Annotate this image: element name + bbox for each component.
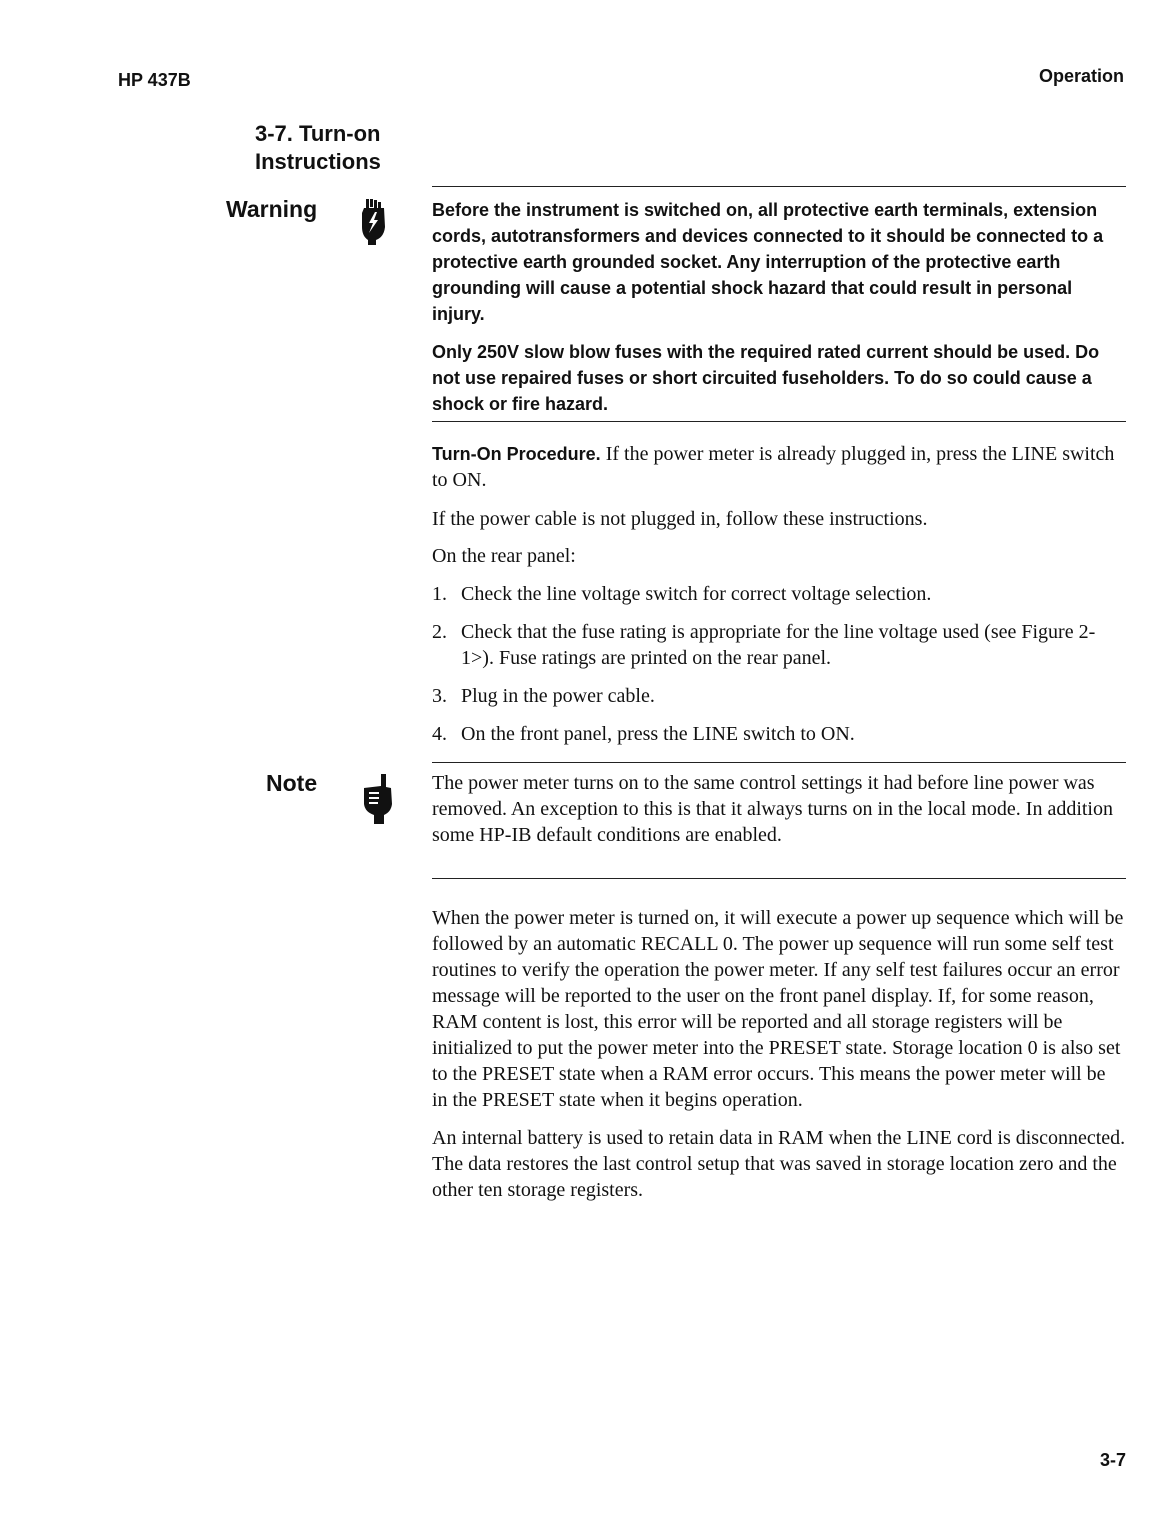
note-label: Note bbox=[266, 770, 318, 796]
procedure-steps bbox=[432, 581, 1126, 759]
warning-body bbox=[432, 197, 1126, 417]
procedure-lead: Turn-On Procedure. bbox=[432, 444, 601, 464]
header-model: HP 437B bbox=[118, 70, 191, 90]
warning-top-rule bbox=[432, 186, 1126, 187]
warning-bottom-rule bbox=[432, 421, 1126, 422]
procedure-paragraph-3: On the rear panel: bbox=[432, 545, 576, 567]
body-section bbox=[432, 905, 1126, 1203]
list-item: 1. Check the line voltage switch for correct voltage selection. bbox=[432, 583, 932, 605]
body-paragraph-1: When the power meter is turned on, it will execute a power up sequence which will be followed by an automatic RECALL 0. The power up sequence will run some self test routines to verify the operation the power meter. If any self test failures occur an error message will be reported to the user on the front panel display. If, for some reason, RAM content is lost, this error will be reported and all storage registers will be initialized to put the power meter into the PRESET state. Storage location 0 is also set to the PRESET state when a RAM error occurs. This means the power meter will be in the PRESET state when it begins operation. bbox=[432, 907, 1124, 1111]
warning-hand-lightning-icon bbox=[360, 199, 386, 250]
page-number: 3-7 bbox=[1099, 1450, 1126, 1470]
procedure-intro: If the power meter is already plugged in, press the LINE switch to ON. bbox=[432, 443, 1115, 491]
note-pointing-hand-icon bbox=[361, 774, 397, 829]
procedure-paragraph-2: If the power cable is not plugged in, follow these instructions. bbox=[432, 508, 928, 530]
warning-paragraph-2: Only 250V slow blow fuses with the required rated current should be used. Do not use repaired fuses or short circuited fuseholders. To do so could cause a shock or fire hazard. bbox=[432, 342, 1100, 414]
body-paragraph-2: An internal battery is used to retain data in RAM when the LINE cord is disconnected. The data restores the last control setup that was saved in storage location zero and the other ten storage registers. bbox=[432, 1127, 1126, 1201]
note-body bbox=[432, 770, 1126, 848]
list-item: 4. On the front panel, press the LINE switch to ON. bbox=[432, 723, 855, 745]
list-item: 2. Check that the fuse rating is appropriate for the line voltage used (see Figure 2-1>). Fuse ratings are printed on the rear panel. bbox=[432, 621, 1096, 669]
note-top-rule bbox=[432, 762, 1126, 763]
note-text: The power meter turns on to the same control settings it had before line power was removed. An exception to this is that it always turns on in the local mode. In addition some HP-IB default conditions are enabled. bbox=[432, 772, 1113, 846]
header-section: Operation bbox=[1038, 66, 1124, 86]
warning-label: Warning bbox=[226, 196, 318, 222]
note-bottom-rule bbox=[432, 878, 1126, 879]
warning-paragraph-1: Before the instrument is switched on, all protective earth terminals, extension cords, autotransformers and devices connected to it should be connected to a protective earth grounded socket. Any interruption of the protective earth grounding will cause a potential shock hazard that could result in personal injury. bbox=[432, 200, 1104, 324]
section-title: 3-7. Turn-on Instructions bbox=[255, 121, 381, 174]
procedure-section bbox=[432, 441, 1126, 569]
list-item: 3. Plug in the power cable. bbox=[432, 685, 655, 707]
